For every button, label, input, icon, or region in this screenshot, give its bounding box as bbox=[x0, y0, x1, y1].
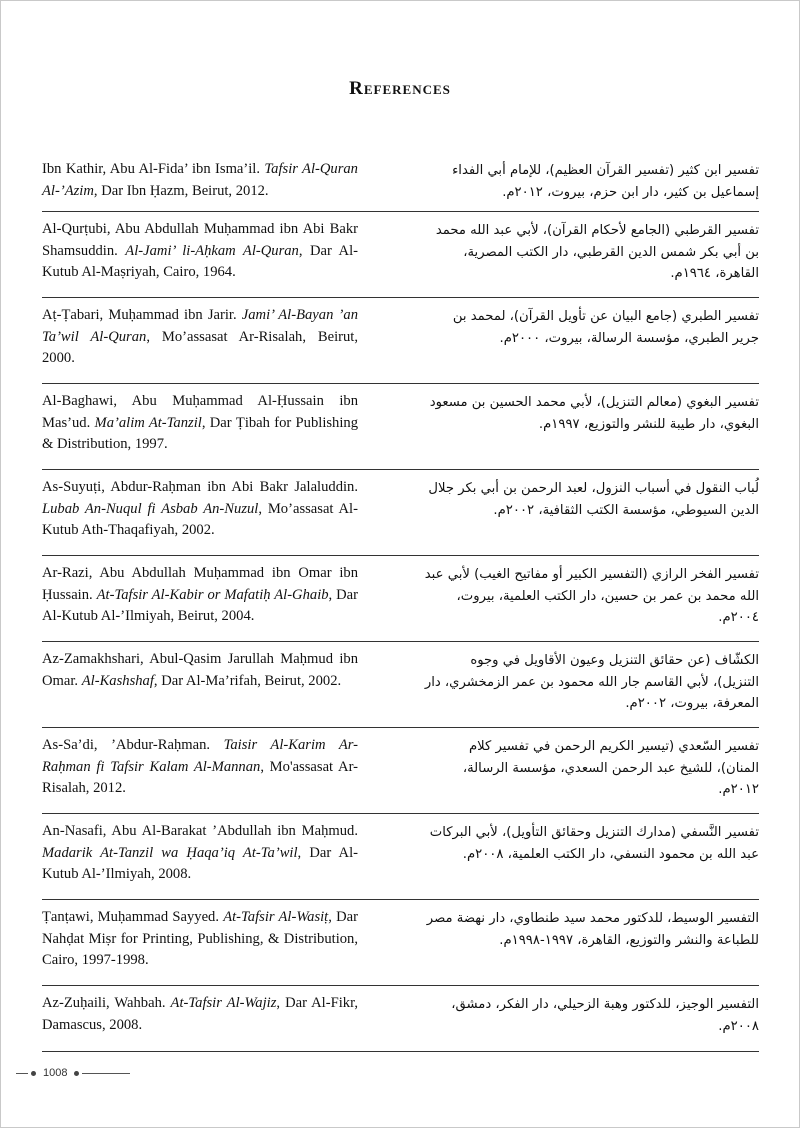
references-list bbox=[42, 152, 759, 1052]
reference-text: , Mo’assasat Al-Kutub Ath-Thaqafiyah, 2002. bbox=[42, 500, 358, 538]
reference-entry bbox=[42, 642, 759, 728]
reference-english bbox=[42, 477, 358, 555]
reference-text: , Dar Al-Fikr, Damascus, 2008. bbox=[42, 995, 358, 1033]
reference-english bbox=[42, 649, 358, 727]
reference-text: Ar-Razi, Abu Abdullah Muḥammad ibn Omar ibn Ḥussain. bbox=[42, 565, 358, 603]
reference-arabic: التفسير الوسيط، للدكتور محمد سيد طنطاوي، دار نهضة مصر للطباعة والنشر والتوزيع، القاهرة، ١٩٩٧-١٩٩٨م. bbox=[426, 911, 759, 948]
footer-ornament-line-left bbox=[16, 1073, 28, 1074]
reference-work-title: At-Tafsir Al-Wasiṭ bbox=[223, 909, 329, 925]
reference-text: An-Nasafi, Abu Al-Barakat ’Abdullah ibn Maḥmud. bbox=[42, 823, 358, 839]
reference-text: As-Suyuṭi, Abdur-Raḥman ibn Abi Bakr Jalaluddin. bbox=[42, 479, 358, 495]
reference-work-title: Lubab An-Nuqul fi Asbab An-Nuzul bbox=[42, 500, 259, 517]
reference-entry bbox=[42, 900, 759, 986]
reference-text: , Dar Ṭibah for Publishing & Distribution, 1997. bbox=[42, 414, 358, 452]
reference-entry bbox=[42, 152, 759, 212]
page-footer bbox=[16, 1067, 130, 1079]
reference-arabic: تفسير البغوي (معالم التنزيل)، لأبي محمد الحسين بن مسعود البغوي، دار طيبة للنشر والتوزيع، ١٩٩٧م. bbox=[429, 395, 759, 432]
page-number: 1008 bbox=[43, 1067, 68, 1079]
reference-entry bbox=[42, 986, 759, 1052]
reference-text: , Dar Al-Kutub Al-’Ilmiyah, Beirut, 2004. bbox=[42, 586, 358, 624]
reference-work-title: Tafsir Al-Quran Al-’Azim bbox=[42, 161, 358, 199]
reference-text: Al-Qurṭubi, Abu Abdullah Muḥammad ibn Abi Bakr Shamsuddin. bbox=[42, 221, 358, 259]
reference-english bbox=[42, 159, 358, 211]
reference-work-title: Jami’ Al-Bayan ’an Ta’wil Al-Quran bbox=[42, 307, 358, 345]
reference-english bbox=[42, 907, 358, 985]
reference-work-title: Madarik At-Tanzil wa Ḥaqa’iq At-Ta’wil bbox=[42, 844, 298, 861]
reference-arabic: لُباب النقول في أسباب النزول، لعبد الرحمن بن أبي بكر جلال الدين السيوطي، مؤسسة الكتب الثقافية، ٢٠٠٢م. bbox=[428, 481, 759, 518]
reference-text: Az-Zamakhshari, Abul-Qasim Jarullah Maḥmud ibn Omar. bbox=[42, 651, 358, 689]
reference-text: , Mo’assasat Ar-Risalah, Beirut, 2000. bbox=[42, 328, 358, 366]
reference-english bbox=[42, 219, 358, 297]
reference-english bbox=[42, 993, 358, 1051]
reference-text: , Dar Ibn Ḥazm, Beirut, 2012. bbox=[93, 182, 269, 199]
reference-english bbox=[42, 821, 358, 899]
reference-arabic: الكشّاف (عن حقائق التنزيل وعيون الأقاويل في وجوه التنزيل)، لأبي القاسم جار الله محمود بن عمر الزمخشري، دار المعرفة، بيروت، ٢٠٠٢م. bbox=[424, 653, 759, 711]
reference-arabic: التفسير الوجيز، للدكتور وهبة الزحيلي، دار الفكر، دمشق، ٢٠٠٨م. bbox=[451, 997, 759, 1034]
reference-entry bbox=[42, 384, 759, 470]
reference-text: , Mo'assasat Ar-Risalah, 2012. bbox=[42, 758, 358, 796]
reference-text: Az-Zuḥaili, Wahbah. bbox=[42, 995, 171, 1011]
reference-text: As-Sa’di, ’Abdur-Raḥman. bbox=[42, 737, 224, 753]
reference-entry bbox=[42, 728, 759, 814]
reference-text: , Dar Al-Kutub Al-Maṣriyah, Cairo, 1964. bbox=[42, 242, 358, 280]
reference-english bbox=[42, 735, 358, 813]
reference-work-title: At-Tafsir Al-Wajiz bbox=[170, 995, 277, 1011]
reference-arabic: تفسير ابن كثير (تفسير القرآن العظيم)، للإمام أبي الفداء إسماعيل بن كثير، دار ابن حزم، بيروت، ٢٠١٢م. bbox=[452, 163, 759, 200]
footer-ornament-dot-right bbox=[74, 1071, 79, 1076]
reference-text: Ṭanṭawi, Muḥammad Sayyed. bbox=[42, 909, 224, 925]
reference-text: Ibn Kathir, Abu Al-Fida’ ibn Isma’il. bbox=[42, 161, 265, 177]
reference-arabic: تفسير النَّسفي (مدارك التنزيل وحقائق التأويل)، لأبي البركات عبد الله بن محمود النسفي، دار الكتب العلمية، ٢٠٠٨م. bbox=[429, 825, 759, 862]
reference-work-title: Ma’alim At-Tanzil bbox=[94, 414, 202, 431]
reference-work-title: At-Tafsir Al-Kabir or Mafatiḥ Al-Ghaib bbox=[96, 586, 329, 603]
reference-work-title: Taisir Al-Karim Ar-Raḥman fi Tafsir Kalam Al-Mannan bbox=[42, 737, 358, 775]
reference-english bbox=[42, 391, 358, 469]
reference-arabic: تفسير السّعدي (تيسير الكريم الرحمن في تفسير كلام المنان)، للشيخ عبد الرحمن السعدي، مؤسسة الرسالة، ٢٠١٢م. bbox=[462, 739, 759, 797]
reference-arabic: تفسير الطبري (جامع البيان عن تأويل القرآن)، لمحمد بن جرير الطبري، مؤسسة الرسالة، بيروت، ٢٠٠٠م. bbox=[452, 309, 759, 346]
reference-english bbox=[42, 305, 358, 383]
page-title: References bbox=[349, 78, 451, 99]
reference-arabic: تفسير الفخر الرازي (التفسير الكبير أو مفاتيح الغيب) لأبي عبد الله محمد بن عمر بن حسين، دار الكتب العلمية، بيروت، ٢٠٠٤م. bbox=[424, 567, 759, 625]
reference-work-title: Al-Kashshaf bbox=[81, 672, 154, 689]
footer-ornament-line-right bbox=[82, 1073, 130, 1074]
reference-entry bbox=[42, 470, 759, 556]
reference-entry bbox=[42, 298, 759, 384]
reference-text: Aṭ-Ṭabari, Muḥammad ibn Jarir. bbox=[42, 307, 242, 323]
reference-english bbox=[42, 563, 358, 641]
reference-entry bbox=[42, 814, 759, 900]
reference-text: , Dar Nahḍat Miṣr for Printing, Publishing, & Distribution, Cairo, 1997-1998. bbox=[42, 909, 358, 968]
reference-text: , Dar Al-Ma’rifah, Beirut, 2002. bbox=[153, 672, 342, 689]
reference-entry bbox=[42, 556, 759, 642]
reference-arabic: تفسير القرطبي (الجامع لأحكام القرآن)، لأبي عبد الله محمد بن أبي بكر شمس الدين القرطبي، دار الكتب المصرية، القاهرة، ١٩٦٤م. bbox=[435, 223, 759, 281]
footer-ornament-dot-left bbox=[31, 1071, 36, 1076]
reference-text: Al-Baghawi, Abu Muḥammad Al-Ḥussain ibn Mas’ud. bbox=[42, 393, 358, 431]
reference-text: , Dar Al-Kutub Al-’Ilmiyah, 2008. bbox=[42, 844, 358, 882]
reference-entry bbox=[42, 212, 759, 298]
reference-work-title: Al-Jami’ li-Aḥkam Al-Quran bbox=[125, 242, 299, 259]
